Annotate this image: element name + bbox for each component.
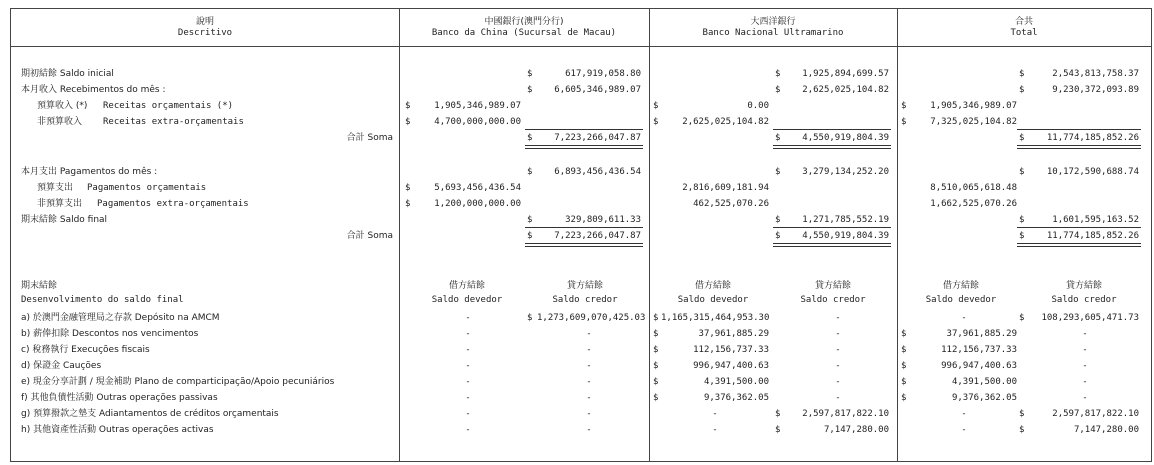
recebimentos-bc: 6,605,346,989.07	[554, 85, 641, 95]
development-cell-bnu-dev: 4,391,500.00	[703, 377, 769, 387]
soma-label: 合計 Soma	[346, 231, 393, 241]
development-cell-tot-cred: 7,147,280.00	[1073, 425, 1139, 435]
currency-sign: $	[1019, 69, 1025, 79]
bc-cred-head-pt: Saldo credor	[552, 295, 618, 305]
development-cell-tot-cred: -	[1082, 393, 1088, 403]
development-cell-bc-cred: -	[586, 425, 592, 435]
receitas-orc-bnu: 0.00	[747, 101, 769, 111]
currency-sign: $	[527, 167, 533, 177]
development-cell-bc-dev: -	[465, 425, 471, 435]
currency-sign: $	[901, 393, 907, 403]
currency-sign: $	[527, 215, 533, 225]
development-cell-bnu-cred: -	[835, 361, 841, 371]
currency-sign: $	[405, 183, 411, 193]
currency-sign: $	[775, 409, 781, 419]
receitas-extra-label-zh: 非預算收入	[37, 117, 83, 127]
saldo-inicial-total: 2,543,813,758.37	[1052, 69, 1139, 79]
soma2-total: 11,774,185,852.26	[1046, 231, 1139, 241]
development-cell-tot-cred: -	[1082, 329, 1088, 339]
recebimentos-label: 本月收入 Recebimentos do mês :	[21, 85, 166, 95]
currency-sign: $	[1019, 85, 1025, 95]
currency-sign: $	[527, 313, 533, 323]
bnu-cred-head-pt: Saldo credor	[800, 295, 866, 305]
currency-sign: $	[527, 85, 533, 95]
pagamentos-label: 本月支出 Pagamentos do mês :	[21, 167, 158, 177]
currency-sign: $	[775, 85, 781, 95]
development-cell-tot-cred: 2,597,817,822.10	[1052, 409, 1139, 419]
development-cell-bc-cred: -	[586, 377, 592, 387]
development-cell-bnu-dev: 37,961,885.29	[698, 329, 769, 339]
development-cell-bc-cred: -	[586, 361, 592, 371]
tot-dev-head-zh: 借方結餘	[942, 281, 979, 291]
total-double-rule	[773, 145, 891, 149]
header-col2-pt: Banco Nacional Ultramarino	[702, 28, 844, 38]
development-row-label: b) 薪俸扣除 Descontos nos vencimentos	[21, 329, 199, 339]
currency-sign: $	[775, 231, 781, 241]
development-cell-tot-dev: 9,376,362.05	[951, 393, 1017, 403]
currency-sign: $	[775, 167, 781, 177]
development-cell-tot-cred: -	[1082, 377, 1088, 387]
recebimentos-bnu: 2,625,025,104.82	[802, 85, 889, 95]
pag-orc-bc: 5,693,456,436.54	[434, 183, 521, 193]
soma-total: 11,774,185,852.26	[1046, 133, 1139, 143]
pagamentos-bnu: 3,279,134,252.20	[802, 167, 889, 177]
receitas-orc-total: 1,905,346,989.07	[930, 101, 1017, 111]
receitas-orc-label-pt: Receitas orçamentais (*)	[103, 101, 234, 111]
pag-extra-bc: 1,200,000,000.00	[434, 199, 521, 209]
development-cell-bc-dev: -	[465, 393, 471, 403]
development-cell-bc-dev: -	[465, 361, 471, 371]
currency-sign: $	[901, 377, 907, 387]
bc-dev-head-pt: Saldo devedor	[431, 295, 503, 305]
currency-sign: $	[901, 101, 907, 111]
development-row-label: a) 於澳門金融管理局之存款 Depósito na AMCM	[21, 313, 220, 323]
header-col1-zh: 中國銀行(澳門分行)	[484, 17, 564, 27]
subtotal-rule	[1017, 227, 1141, 228]
development-cell-bnu-cred: -	[835, 313, 841, 323]
development-cell-bnu-dev: 9,376,362.05	[703, 393, 769, 403]
header-col1-pt: Banco da China (Sucursal de Macau)	[431, 28, 617, 38]
saldo-final-bnu: 1,271,785,552.19	[802, 215, 889, 225]
saldo-final-total: 1,601,595,163.52	[1052, 215, 1139, 225]
development-cell-bnu-dev: 112,156,737.33	[693, 345, 769, 355]
recebimentos-total: 9,230,372,093.89	[1052, 85, 1139, 95]
development-cell-bnu-cred: -	[835, 377, 841, 387]
currency-sign: $	[653, 345, 659, 355]
bnu-dev-head-pt: Saldo devedor	[677, 295, 749, 305]
subtotal-rule	[525, 227, 643, 228]
development-cell-tot-cred: 108,293,605,471.73	[1041, 313, 1139, 323]
subtotal-rule	[773, 129, 891, 130]
pag-orc-bnu: 2,816,609,181.94	[682, 183, 769, 193]
tot-cred-head-pt: Saldo credor	[1051, 295, 1117, 305]
currency-sign: $	[653, 117, 659, 127]
currency-sign: $	[775, 133, 781, 143]
currency-sign: $	[653, 329, 659, 339]
development-cell-bc-cred: -	[586, 393, 592, 403]
development-cell-tot-dev: 4,391,500.00	[951, 377, 1017, 387]
currency-sign: $	[653, 393, 659, 403]
development-row-label: f) 其他負債性活動 Outras operações passivas	[21, 393, 218, 403]
currency-sign: $	[901, 117, 907, 127]
currency-sign: $	[527, 231, 533, 241]
development-cell-bnu-cred: 2,597,817,822.10	[802, 409, 889, 419]
pagamentos-total: 10,172,590,688.74	[1046, 167, 1139, 177]
development-cell-bnu-dev: -	[712, 409, 718, 419]
currency-sign: $	[775, 425, 781, 435]
currency-sign: $	[405, 117, 411, 127]
development-cell-bc-dev: -	[465, 409, 471, 419]
development-cell-tot-dev: -	[961, 425, 967, 435]
soma-label: 合計 Soma	[346, 133, 393, 143]
saldo-inicial-bc: 617,919,058.80	[565, 69, 641, 79]
saldo-inicial-label: 期初結餘 Saldo inicial	[21, 69, 114, 79]
currency-sign: $	[775, 215, 781, 225]
currency-sign: $	[901, 345, 907, 355]
header-col3-pt: Total	[1010, 28, 1038, 38]
header-col2-zh: 大西洋銀行	[750, 17, 796, 27]
total-double-rule	[525, 243, 643, 247]
development-cell-bc-cred: 1,273,609,070,425.03	[537, 313, 646, 323]
header-col3-zh: 合共	[1014, 17, 1033, 27]
bc-dev-head-zh: 借方結餘	[448, 281, 485, 291]
statement-table	[10, 8, 1152, 462]
currency-sign: $	[653, 313, 659, 323]
pagamentos-bc: 6,893,456,436.54	[554, 167, 641, 177]
development-title-zh: 期末結餘	[21, 281, 58, 291]
development-cell-bnu-cred: -	[835, 393, 841, 403]
currency-sign: $	[653, 101, 659, 111]
bnu-cred-head-zh: 貸方結餘	[814, 281, 851, 291]
development-row-label: e) 現金分享計劃 / 現金補助 Plano de comparticipação/Apoio pecuniários	[21, 377, 335, 387]
development-title-pt: Desenvolvimento do saldo final	[21, 295, 184, 305]
bnu-dev-head-zh: 借方結餘	[694, 281, 731, 291]
pag-orc-label-pt: Pagamentos orçamentais	[87, 183, 207, 193]
currency-sign: $	[405, 199, 411, 209]
saldo-final-bc: 329,809,611.33	[565, 215, 641, 225]
header-col0-pt: Descritivo	[177, 28, 233, 38]
currency-sign: $	[527, 133, 533, 143]
currency-sign: $	[1019, 409, 1025, 419]
development-cell-bnu-dev: -	[712, 425, 718, 435]
currency-sign: $	[1019, 133, 1025, 143]
development-row-label: h) 其他資產性活動 Outras operações activas	[21, 425, 214, 435]
currency-sign: $	[901, 329, 907, 339]
saldo-inicial-bnu: 1,925,894,699.57	[802, 69, 889, 79]
soma2-bc: 7,223,266,047.87	[554, 231, 641, 241]
development-cell-tot-dev: -	[961, 313, 967, 323]
total-double-rule	[1017, 145, 1141, 149]
tot-cred-head-zh: 貸方結餘	[1065, 281, 1102, 291]
currency-sign: $	[653, 377, 659, 387]
development-cell-bc-dev: -	[465, 345, 471, 355]
currency-sign: $	[1019, 313, 1025, 323]
currency-sign: $	[1019, 167, 1025, 177]
pag-extra-label-zh: 非預算支出	[37, 199, 83, 209]
development-cell-tot-dev: 37,961,885.29	[946, 329, 1017, 339]
total-double-rule	[1017, 243, 1141, 247]
subtotal-rule	[525, 129, 643, 130]
currency-sign: $	[527, 69, 533, 79]
header-col0-zh: 說明	[195, 17, 214, 27]
receitas-orc-bc: 1,905,346,989.07	[434, 101, 521, 111]
soma-bc: 7,223,266,047.87	[554, 133, 641, 143]
development-cell-tot-cred: -	[1082, 361, 1088, 371]
development-cell-bc-cred: -	[586, 329, 592, 339]
currency-sign: $	[901, 361, 907, 371]
saldo-final-label: 期末結餘 Saldo final	[21, 215, 108, 225]
development-cell-bc-dev: -	[465, 313, 471, 323]
bc-cred-head-zh: 貸方結餘	[566, 281, 603, 291]
development-cell-tot-dev: 996,947,400.63	[941, 361, 1017, 371]
currency-sign: $	[775, 69, 781, 79]
development-cell-tot-cred: -	[1082, 345, 1088, 355]
development-cell-bnu-cred: 7,147,280.00	[823, 425, 889, 435]
soma-bnu: 4,550,919,804.39	[802, 133, 889, 143]
currency-sign: $	[405, 101, 411, 111]
development-cell-bc-cred: -	[586, 345, 592, 355]
development-row-label: d) 保證金 Cauções	[21, 361, 102, 371]
total-double-rule	[773, 243, 891, 247]
pag-orc-total: 8,510,065,618.48	[930, 183, 1017, 193]
receitas-extra-label-pt: Receitas extra-orçamentais	[103, 117, 244, 127]
development-cell-bnu-dev: 1,165,315,464,953.30	[661, 313, 770, 323]
total-double-rule	[525, 145, 643, 149]
development-cell-bc-cred: -	[586, 409, 592, 419]
pag-orc-label-zh: 預算支出	[37, 183, 74, 193]
soma2-bnu: 4,550,919,804.39	[802, 231, 889, 241]
development-cell-bc-dev: -	[465, 329, 471, 339]
development-cell-bnu-cred: -	[835, 345, 841, 355]
development-cell-tot-dev: 112,156,737.33	[941, 345, 1017, 355]
tot-dev-head-pt: Saldo devedor	[925, 295, 997, 305]
development-cell-bc-dev: -	[465, 377, 471, 387]
pag-extra-bnu: 462,525,070.26	[693, 199, 769, 209]
development-cell-bnu-cred: -	[835, 329, 841, 339]
development-cell-tot-dev: -	[961, 409, 967, 419]
receitas-extra-bnu: 2,625,025,104.82	[682, 117, 769, 127]
development-row-label: c) 稅務執行 Execuções fiscais	[21, 345, 150, 355]
development-cell-bnu-dev: 996,947,400.63	[693, 361, 769, 371]
currency-sign: $	[1019, 215, 1025, 225]
receitas-extra-total: 7,325,025,104.82	[930, 117, 1017, 127]
subtotal-rule	[1017, 129, 1141, 130]
receitas-extra-bc: 4,700,000,000.00	[434, 117, 521, 127]
currency-sign: $	[653, 361, 659, 371]
receitas-orc-label-zh: 預算收入 (*)	[37, 101, 88, 111]
pag-extra-label-pt: Pagamentos extra-orçamentais	[97, 199, 249, 209]
currency-sign: $	[1019, 231, 1025, 241]
pag-extra-total: 1,662,525,070.26	[930, 199, 1017, 209]
currency-sign: $	[1019, 425, 1025, 435]
subtotal-rule	[773, 227, 891, 228]
development-row-label: g) 預算撥款之墊支 Adiantamentos de créditos orçamentais	[21, 409, 279, 419]
